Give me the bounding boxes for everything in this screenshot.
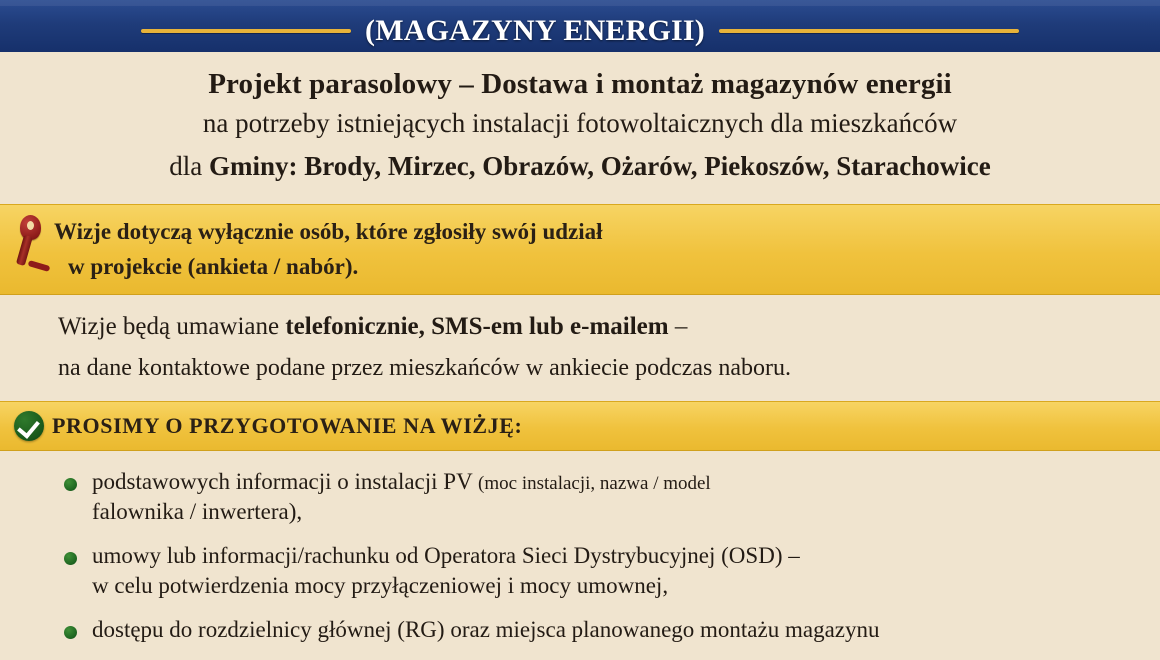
list-item (62, 615, 1160, 645)
notice-line-2: w projekcie (ankieta / nabór). (68, 253, 359, 279)
list-item-cont: w celu potwierdzenia mocy przyłączeniowej i mocy umownej, (92, 573, 669, 599)
list-item-main: dostępu do rozdzielnicy głównej (RG) oraz miejsca planowanego montażu magazynu (92, 617, 880, 643)
notice-bar (0, 204, 1160, 295)
check-circle-icon (14, 411, 44, 441)
headline-block (0, 52, 1160, 194)
notice-line-1: Wizje dotyczą wyłącznie osób, które zgłosiły swój udział (54, 219, 603, 245)
headline-line-1: Projekt parasolowy – Dostawa i montaż magazynów energii (208, 68, 952, 100)
list-item (62, 467, 1160, 527)
list-item-small: (moc instalacji, nazwa / model (478, 473, 711, 495)
list-item-text (92, 541, 1160, 571)
list-item-main: umowy lub informacji/rachunku od Operatora Sieci Dystrybucyjnej (OSD) – (92, 543, 800, 569)
headline-line-3-bold: Gminy: Brody, Mirzec, Obrazów, Ożarów, Piekoszów, Starachowice (209, 151, 991, 182)
top-banner (0, 0, 1160, 52)
list-item (62, 541, 1160, 601)
banner-content (0, 14, 1160, 48)
mid-paragraph (0, 295, 1160, 401)
prepare-bar (0, 401, 1160, 451)
list-item-text (92, 615, 1160, 645)
hand-pointer-icon (14, 211, 54, 273)
mid-line-1-prefix: Wizje będą umawiane (58, 313, 286, 341)
prepare-bar-title: PROSIMY O PRZYGOTOWANIE NA WIŻJĘ: (52, 413, 523, 439)
bullet-dot-icon (64, 626, 77, 639)
mid-line-1-suffix: – (668, 313, 688, 341)
banner-rule-left (141, 29, 351, 33)
bullet-list (0, 451, 1160, 644)
mid-line-1-bold: telefonicznie, SMS-em lub e-mailem (285, 313, 669, 341)
mid-line-1 (58, 309, 1160, 345)
bullet-dot-icon (64, 478, 77, 491)
mid-line-2: na dane kontaktowe podane przez mieszkańców w ankiecie podczas naboru. (58, 354, 792, 381)
list-item-text (92, 467, 1160, 497)
bullet-dot-icon (64, 552, 77, 565)
headline-line-3 (0, 149, 1160, 184)
banner-rule-right (719, 29, 1019, 33)
headline-line-2: na potrzeby istniejących instalacji fotowoltaicznych dla mieszkańców (202, 108, 958, 139)
banner-title: (MAGAZYNY ENERGII) (365, 14, 705, 47)
list-item-main: podstawowych informacji o instalacji PV (92, 469, 479, 495)
list-item-cont: falownika / inwertera), (92, 499, 303, 525)
headline-line-3-prefix: dla (169, 151, 210, 182)
